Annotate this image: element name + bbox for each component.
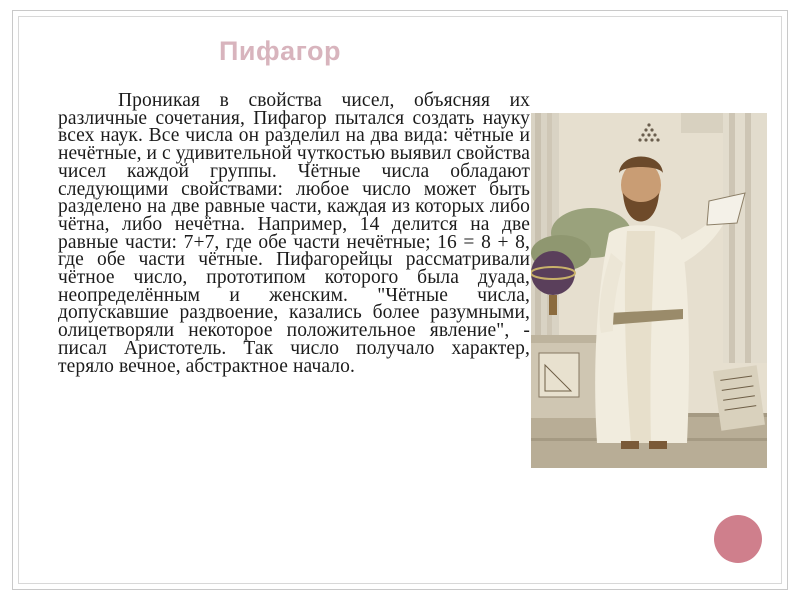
- slide-paragraph: Проникая в свойства чисел, объясняя их различные сочетания, Пифагор пытался создать науку всех наук. Все числа он разделил на два вида: чётные и нечётные, и с удивительной чуткостью выявил свойства чисел каждой группы. Чётные числа обладают следующими свойствами: любое число может быть разделено на две равные части, каждая из которых либо чётна, либо нечётна. Например, 14 делится на две равные части: 7+7, где обе части нечётные; 16 = 8 + 8, где обе части чётные. Пифагорейцы рассматривали чётное число, прототипом которого была дуада, неопределённым и женским. "Чётные числа, допускавшие раздвоение, казались более разумными, олицетворяли некоторое положительное явление", - писал Аристотель. Так число получало характер, теряло вечное, абстрактное начало.: [58, 90, 530, 377]
- slide-title: Пифагор: [218, 36, 342, 66]
- pink-circle-icon: [713, 514, 763, 564]
- pythagoras-painting: [531, 113, 767, 468]
